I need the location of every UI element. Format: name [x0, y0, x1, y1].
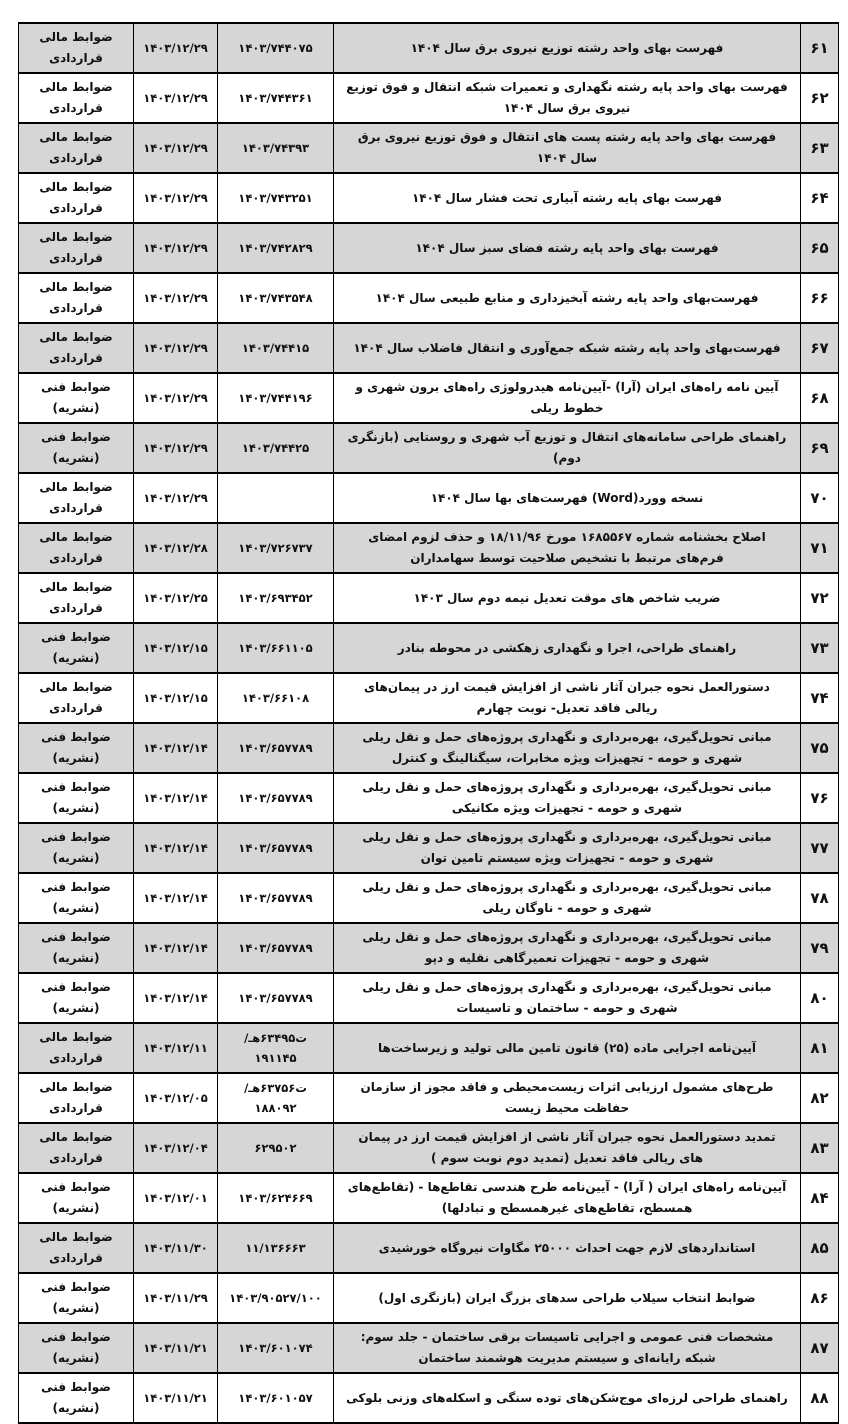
- table-row: [19, 23, 839, 73]
- title-cell: فهرست بهای واحد پایه رشته فضای سبز سال ۱۴۰۴: [334, 223, 801, 273]
- category-cell: ضوابط فنی (نشریه): [19, 1373, 134, 1423]
- title-cell: مبانی تحویل‌گیری، بهره‌برداری و نگهداری پروژه‌های حمل و نقل ریلی شهری و حومه - ناوگان ریلی: [334, 873, 801, 923]
- date-cell: ۱۴۰۳/۱۲/۱۴: [134, 823, 218, 873]
- title-cell: مبانی تحویل‌گیری، بهره‌برداری و نگهداری پروژه‌های حمل و نقل ریلی شهری و حومه - تجهیزات ویژه مکانیکی: [334, 773, 801, 823]
- category-cell: ضوابط مالی قراردادی: [19, 123, 134, 173]
- table-row: [19, 273, 839, 323]
- date-cell: ۱۴۰۳/۱۲/۲۹: [134, 373, 218, 423]
- date-cell: ۱۴۰۳/۱۲/۲۸: [134, 523, 218, 573]
- doc-number-cell: ۱۴۰۳/۷۴۴۱۵: [218, 323, 334, 373]
- category-cell: ضوابط مالی قراردادی: [19, 23, 134, 73]
- doc-number-cell: ت۶۳۴۹۵هـ/۱۹۱۱۴۵: [218, 1023, 334, 1073]
- date-cell: ۱۴۰۳/۱۲/۱۵: [134, 673, 218, 723]
- row-number-cell: ۶۸: [801, 373, 839, 423]
- doc-number-cell: ۱۴۰۳/۶۹۳۴۵۲: [218, 573, 334, 623]
- title-cell: راهنمای طراحی سامانه‌های انتقال و توزیع آب شهری و روستایی (بازنگری دوم): [334, 423, 801, 473]
- category-cell: ضوابط مالی قراردادی: [19, 73, 134, 123]
- date-cell: ۱۴۰۳/۱۲/۱۴: [134, 973, 218, 1023]
- table-row: [19, 523, 839, 573]
- category-cell: ضوابط مالی قراردادی: [19, 223, 134, 273]
- category-cell: ضوابط مالی قراردادی: [19, 1023, 134, 1073]
- category-cell: ضوابط مالی قراردادی: [19, 673, 134, 723]
- doc-number-cell: ۱۴۰۳/۶۵۷۷۸۹: [218, 773, 334, 823]
- date-cell: ۱۴۰۳/۱۲/۲۹: [134, 173, 218, 223]
- table-row: [19, 1173, 839, 1223]
- title-cell: راهنمای طراحی لرزه‌ای موج‌شکن‌های توده سنگی و اسکله‌های وزنی بلوکی: [334, 1373, 801, 1423]
- row-number-cell: ۸۴: [801, 1173, 839, 1223]
- doc-number-cell: ۱۴۰۳/۶۶۱۱۰۵: [218, 623, 334, 673]
- category-cell: ضوابط مالی قراردادی: [19, 323, 134, 373]
- title-cell: ضوابط انتخاب سیلاب طراحی سدهای بزرگ ایران (بازنگری اول): [334, 1273, 801, 1323]
- table-row: [19, 473, 839, 523]
- doc-number-cell: ۱۴۰۳/۷۴۳۵۴۸: [218, 273, 334, 323]
- doc-number-cell: ۱۴۰۳/۶۰۱۰۷۴: [218, 1323, 334, 1373]
- doc-number-cell: ۱۴۰۳/۶۵۷۷۸۹: [218, 973, 334, 1023]
- category-cell: ضوابط فنی (نشریه): [19, 873, 134, 923]
- table-row: [19, 1073, 839, 1123]
- date-cell: ۱۴۰۳/۱۱/۳۰: [134, 1223, 218, 1273]
- title-cell: فهرست بهای پایه رشته آبیاری تحت فشار سال ۱۴۰۴: [334, 173, 801, 223]
- row-number-cell: ۶۳: [801, 123, 839, 173]
- date-cell: ۱۴۰۳/۱۲/۲۹: [134, 123, 218, 173]
- title-cell: فهرست بهای واحد رشته توزیع نیروی برق سال ۱۴۰۴: [334, 23, 801, 73]
- date-cell: ۱۴۰۳/۱۲/۲۹: [134, 23, 218, 73]
- doc-number-cell: ۱۴۰۳/۷۴۴۱۹۶: [218, 373, 334, 423]
- doc-number-cell: ۱۴۰۳/۷۴۳۹۳: [218, 123, 334, 173]
- date-cell: ۱۴۰۳/۱۲/۱۴: [134, 773, 218, 823]
- date-cell: ۱۴۰۳/۱۲/۲۵: [134, 573, 218, 623]
- title-cell: آیین‌نامه راه‌های ایران ( آرا) - آیین‌نامه طرح هندسی تقاطع‌ها - (تقاطع‌های همسطح، تقاطع‌های غیرهمسطح و تبادلها): [334, 1173, 801, 1223]
- date-cell: ۱۴۰۳/۱۲/۲۹: [134, 323, 218, 373]
- row-number-cell: ۷۴: [801, 673, 839, 723]
- table-row: [19, 923, 839, 973]
- title-cell: اصلاح بخشنامه شماره ۱۶۸۵۵۶۷ مورخ ۱۸/۱۱/۹۶ و حذف لزوم امضای فرم‌های مرتبط با تشخیص صلاحیت توسط سهامداران: [334, 523, 801, 573]
- title-cell: راهنمای طراحی، اجرا و نگهداری زهکشی در محوطه بنادر: [334, 623, 801, 673]
- category-cell: ضوابط مالی قراردادی: [19, 273, 134, 323]
- category-cell: ضوابط مالی قراردادی: [19, 173, 134, 223]
- table-row: [19, 673, 839, 723]
- row-number-cell: ۸۷: [801, 1323, 839, 1373]
- date-cell: ۱۴۰۳/۱۲/۰۵: [134, 1073, 218, 1123]
- circulars-table-body: [19, 23, 839, 1423]
- title-cell: فهرست بهای واحد پایه رشته نگهداری و تعمیرات شبکه انتقال و فوق توزیع نیروی برق سال ۱۴۰۴: [334, 73, 801, 123]
- doc-number-cell: ۱۴۰۳/۷۴۲۸۲۹: [218, 223, 334, 273]
- title-cell: فهرست‌بهای واحد پایه رشته شبکه جمع‌آوری و انتقال فاضلاب سال ۱۴۰۴: [334, 323, 801, 373]
- category-cell: ضوابط فنی (نشریه): [19, 973, 134, 1023]
- table-row: [19, 573, 839, 623]
- category-cell: ضوابط فنی (نشریه): [19, 923, 134, 973]
- category-cell: ضوابط فنی (نشریه): [19, 723, 134, 773]
- category-cell: ضوابط مالی قراردادی: [19, 523, 134, 573]
- table-row: [19, 623, 839, 673]
- row-number-cell: ۸۶: [801, 1273, 839, 1323]
- date-cell: ۱۴۰۳/۱۲/۲۹: [134, 273, 218, 323]
- row-number-cell: ۷۳: [801, 623, 839, 673]
- table-row: [19, 973, 839, 1023]
- table-row: [19, 173, 839, 223]
- date-cell: ۱۴۰۳/۱۲/۱۴: [134, 873, 218, 923]
- date-cell: ۱۴۰۳/۱۲/۰۴: [134, 1123, 218, 1173]
- category-cell: ضوابط مالی قراردادی: [19, 1223, 134, 1273]
- title-cell: مبانی تحویل‌گیری، بهره‌برداری و نگهداری پروژه‌های حمل و نقل ریلی شهری و حومه - تجهیزات تعمیرگاهی نقلیه و دپو: [334, 923, 801, 973]
- title-cell: فهرست‌بهای واحد پایه رشته آبخیزداری و منابع طبیعی سال ۱۴۰۴: [334, 273, 801, 323]
- title-cell: تمدید دستورالعمل نحوه جبران آثار ناشی از افزایش قیمت ارز در پیمان های ریالی فاقد تعدیل (تمدید دوم نوبت سوم ): [334, 1123, 801, 1173]
- category-cell: ضوابط فنی (نشریه): [19, 773, 134, 823]
- date-cell: ۱۴۰۳/۱۲/۲۹: [134, 423, 218, 473]
- date-cell: ۱۴۰۳/۱۱/۲۹: [134, 1273, 218, 1323]
- table-row: [19, 1373, 839, 1423]
- doc-number-cell: ۱۴۰۳/۷۴۴۰۷۵: [218, 23, 334, 73]
- row-number-cell: ۸۰: [801, 973, 839, 1023]
- row-number-cell: ۷۵: [801, 723, 839, 773]
- row-number-cell: ۷۷: [801, 823, 839, 873]
- category-cell: ضوابط مالی قراردادی: [19, 473, 134, 523]
- doc-number-cell: ۱۴۰۳/۶۵۷۷۸۹: [218, 923, 334, 973]
- table-row: [19, 1123, 839, 1173]
- doc-number-cell: ت۶۳۷۵۶هـ/۱۸۸۰۹۲: [218, 1073, 334, 1123]
- category-cell: ضوابط فنی (نشریه): [19, 1273, 134, 1323]
- table-row: [19, 73, 839, 123]
- doc-number-cell: [218, 473, 334, 523]
- doc-number-cell: ۱۴۰۳/۶۲۴۶۶۹: [218, 1173, 334, 1223]
- category-cell: ضوابط فنی (نشریه): [19, 423, 134, 473]
- circulars-table: [18, 22, 839, 1424]
- doc-number-cell: ۱۴۰۳/۶۵۷۷۸۹: [218, 823, 334, 873]
- table-row: [19, 773, 839, 823]
- date-cell: ۱۴۰۳/۱۲/۱۴: [134, 723, 218, 773]
- doc-number-cell: ۱۴۰۳/۷۲۶۷۳۷: [218, 523, 334, 573]
- doc-number-cell: ۱۴۰۳/۶۵۷۷۸۹: [218, 873, 334, 923]
- doc-number-cell: ۱۴۰۳/۶۵۷۷۸۹: [218, 723, 334, 773]
- title-cell: فهرست بهای واحد پایه رشته پست های انتقال و فوق توزیع نیروی برق سال ۱۴۰۴: [334, 123, 801, 173]
- doc-number-cell: ۶۲۹۵۰۲: [218, 1123, 334, 1173]
- row-number-cell: ۶۶: [801, 273, 839, 323]
- doc-number-cell: ۱۴۰۳/۶۶۱۰۸: [218, 673, 334, 723]
- title-cell: دستورالعمل نحوه جبران آثار ناشی از افزایش قیمت ارز در پیمان‌های ریالی فاقد تعدیل- نوبت چهارم: [334, 673, 801, 723]
- date-cell: ۱۴۰۳/۱۲/۱۱: [134, 1023, 218, 1073]
- doc-number-cell: ۱۴۰۳/۷۴۴۳۶۱: [218, 73, 334, 123]
- doc-number-cell: ۱۴۰۳/۹۰۵۲۷/۱۰۰: [218, 1273, 334, 1323]
- row-number-cell: ۶۲: [801, 73, 839, 123]
- row-number-cell: ۸۵: [801, 1223, 839, 1273]
- title-cell: مشخصات فنی عمومی و اجرایی تاسیسات برقی ساختمان - جلد سوم: شبکه رایانه‌ای و سیستم مدیریت هوشمند ساختمان: [334, 1323, 801, 1373]
- title-cell: آیین‌نامه اجرایی ماده (۲۵) قانون تامین مالی تولید و زیرساخت‌ها: [334, 1023, 801, 1073]
- table-row: [19, 873, 839, 923]
- category-cell: ضوابط فنی (نشریه): [19, 1323, 134, 1373]
- category-cell: ضوابط مالی قراردادی: [19, 1073, 134, 1123]
- title-cell: طرح‌های مشمول ارزیابی اثرات زیست‌محیطی و فاقد مجوز از سازمان حفاظت محیط زیست: [334, 1073, 801, 1123]
- category-cell: ضوابط فنی (نشریه): [19, 823, 134, 873]
- row-number-cell: ۶۵: [801, 223, 839, 273]
- table-row: [19, 1323, 839, 1373]
- title-cell: مبانی تحویل‌گیری، بهره‌برداری و نگهداری پروژه‌های حمل و نقل ریلی شهری و حومه - ساختمان و تاسیسات: [334, 973, 801, 1023]
- row-number-cell: ۷۲: [801, 573, 839, 623]
- table-row: [19, 1223, 839, 1273]
- table-row: [19, 373, 839, 423]
- table-row: [19, 823, 839, 873]
- doc-number-cell: ۱۴۰۳/۷۴۳۲۵۱: [218, 173, 334, 223]
- doc-number-cell: ۱۴۰۳/۶۰۱۰۵۷: [218, 1373, 334, 1423]
- row-number-cell: ۸۸: [801, 1373, 839, 1423]
- row-number-cell: ۶۷: [801, 323, 839, 373]
- row-number-cell: ۶۴: [801, 173, 839, 223]
- table-row: [19, 223, 839, 273]
- row-number-cell: ۸۳: [801, 1123, 839, 1173]
- doc-number-cell: ۱۱/۱۳۶۶۶۳: [218, 1223, 334, 1273]
- date-cell: ۱۴۰۳/۱۲/۱۴: [134, 923, 218, 973]
- row-number-cell: ۷۰: [801, 473, 839, 523]
- date-cell: ۱۴۰۳/۱۲/۲۹: [134, 473, 218, 523]
- doc-number-cell: ۱۴۰۳/۷۴۴۲۵: [218, 423, 334, 473]
- date-cell: ۱۴۰۳/۱۱/۲۱: [134, 1373, 218, 1423]
- category-cell: ضوابط مالی قراردادی: [19, 573, 134, 623]
- row-number-cell: ۷۸: [801, 873, 839, 923]
- title-cell: ضریب شاخص های موقت تعدیل نیمه دوم سال ۱۴۰۳: [334, 573, 801, 623]
- table-row: [19, 723, 839, 773]
- date-cell: ۱۴۰۳/۱۲/۲۹: [134, 223, 218, 273]
- table-row: [19, 1273, 839, 1323]
- title-cell: استانداردهای لازم جهت احداث ۲۵۰۰۰ مگاوات نیروگاه خورشیدی: [334, 1223, 801, 1273]
- category-cell: ضوابط فنی (نشریه): [19, 373, 134, 423]
- title-cell: آیین نامه راه‌های ایران (آرا) -آیین‌نامه هیدرولوژی راه‌های برون شهری و خطوط ریلی: [334, 373, 801, 423]
- date-cell: ۱۴۰۳/۱۲/۰۱: [134, 1173, 218, 1223]
- category-cell: ضوابط فنی (نشریه): [19, 623, 134, 673]
- title-cell: مبانی تحویل‌گیری، بهره‌برداری و نگهداری پروژه‌های حمل و نقل ریلی شهری و حومه - تجهیزات ویژه مخابرات، سیگنالینگ و کنترل: [334, 723, 801, 773]
- category-cell: ضوابط مالی قراردادی: [19, 1123, 134, 1173]
- row-number-cell: ۸۲: [801, 1073, 839, 1123]
- table-row: [19, 423, 839, 473]
- row-number-cell: ۷۱: [801, 523, 839, 573]
- row-number-cell: ۸۱: [801, 1023, 839, 1073]
- row-number-cell: ۷۶: [801, 773, 839, 823]
- date-cell: ۱۴۰۳/۱۲/۱۵: [134, 623, 218, 673]
- table-row: [19, 323, 839, 373]
- row-number-cell: ۶۱: [801, 23, 839, 73]
- row-number-cell: ۷۹: [801, 923, 839, 973]
- date-cell: ۱۴۰۳/۱۲/۲۹: [134, 73, 218, 123]
- title-cell: مبانی تحویل‌گیری، بهره‌برداری و نگهداری پروژه‌های حمل و نقل ریلی شهری و حومه - تجهیزات ویژه سیستم تامین توان: [334, 823, 801, 873]
- table-row: [19, 1023, 839, 1073]
- category-cell: ضوابط فنی (نشریه): [19, 1173, 134, 1223]
- table-row: [19, 123, 839, 173]
- row-number-cell: ۶۹: [801, 423, 839, 473]
- title-cell: نسخه وورد(Word) فهرست‌های بها سال ۱۴۰۴: [334, 473, 801, 523]
- date-cell: ۱۴۰۳/۱۱/۲۱: [134, 1323, 218, 1373]
